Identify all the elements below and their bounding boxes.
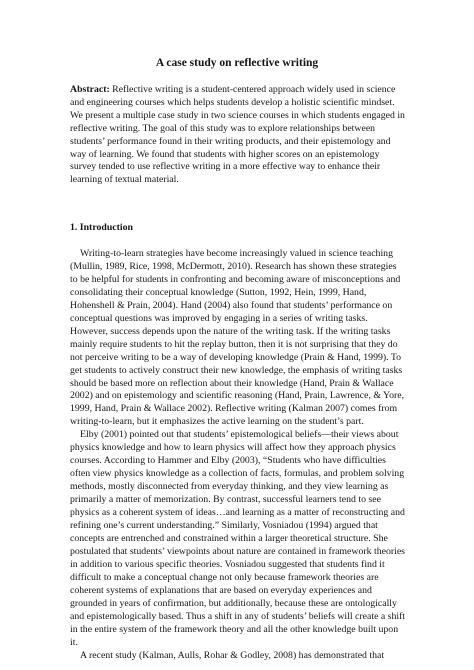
paragraph: Writing-to-learn strategies have become increasingly valued in science teaching (Mullin, 1989, Rice, 1998, McDermott, 2010). Research has shown these strategies to be helpful for students in confronting and becoming aware of misconceptions and consolidating their conceptual knowledge (Sutton, 1992, Hein, 1999, Hand, Hohenshell & Prain, 2004). Hand (2004) also found that students’ performance on conceptual questions was improved by engaging in a series of writing tasks. However, success depends upon the nature of the writing task. If the writing tasks mainly require students to hit the replay button, then it is not surprising that they do not perceive writing to be a way of developing knowledge (Prain & Hand, 1999). To get students to actively construct their new knowledge, the emphasis of writing tasks should be based more on reflection about their knowledge (Hand, Prain & Wallace 2002) and on epistemology and scientific reasoning (Hand, Prain, Lawrence, & Yore, 1999, Hand, Prain & Wallace 2002). Reflective writing (Kalman 2007) comes from writing-to-learn, but it emphasizes the active learning on the student’s part.	[70, 248, 405, 428]
paragraph: Elby (2001) pointed out that students’ epistemological beliefs—their views about physics knowledge and how to learn physics will affect how they approach physics courses. According to Hammer and Elby (2003), “Students who have difficulties often view physics knowledge as a collection of facts, formulas, and problem solving methods, mostly disconnected from everyday thinking, and they view learning as primarily a matter of memorization. By contrast, successful learners tend to see physics as a coherent system of ideas…and learning as a matter of reconstructing and refining one’s current understanding.” Similarly, Vosniadou (1994) argued that concepts are entrenched and constrained within a larger theoretical structure. She postulated that students’ viewpoints about nature are contained in framework theories in addition to various specific theories. Vosniadou suggested that students find it difficult to make a conceptual change not only because framework theories are coherent systems of explanations that are based on everyday experiences and grounded in years of confirmation, but additionally, because these are ontologically and epistemologically based. Thus a shift in any of students’ beliefs will create a shift in the entire system of the framework theory and all the other knowledge built upon it.	[70, 429, 406, 648]
abstract-text: Reflective writing is a student-centered approach widely used in science and engineering courses which helps students develop a holistic scientific mindset. We present a multiple case study in two science courses in which students engaged in reflective writing. The goal of this study was to explore relationships between students’ performance found in their writing products, and their epistemology and way of learning. We found that students with higher scores on an epistemology survey tended to use reflective writing in a more effective way to enhance their learning of textual material.	[70, 84, 405, 186]
abstract-label: Abstract:	[70, 84, 110, 95]
section-heading-introduction: 1. Introduction	[70, 222, 133, 233]
paper-title: A case study on reflective writing	[155, 57, 319, 69]
abstract	[70, 84, 406, 187]
paragraph: A recent study (Kalman, Aulls, Rohar & Godley, 2008) has demonstrated that	[80, 649, 385, 661]
introduction-body	[70, 248, 406, 663]
